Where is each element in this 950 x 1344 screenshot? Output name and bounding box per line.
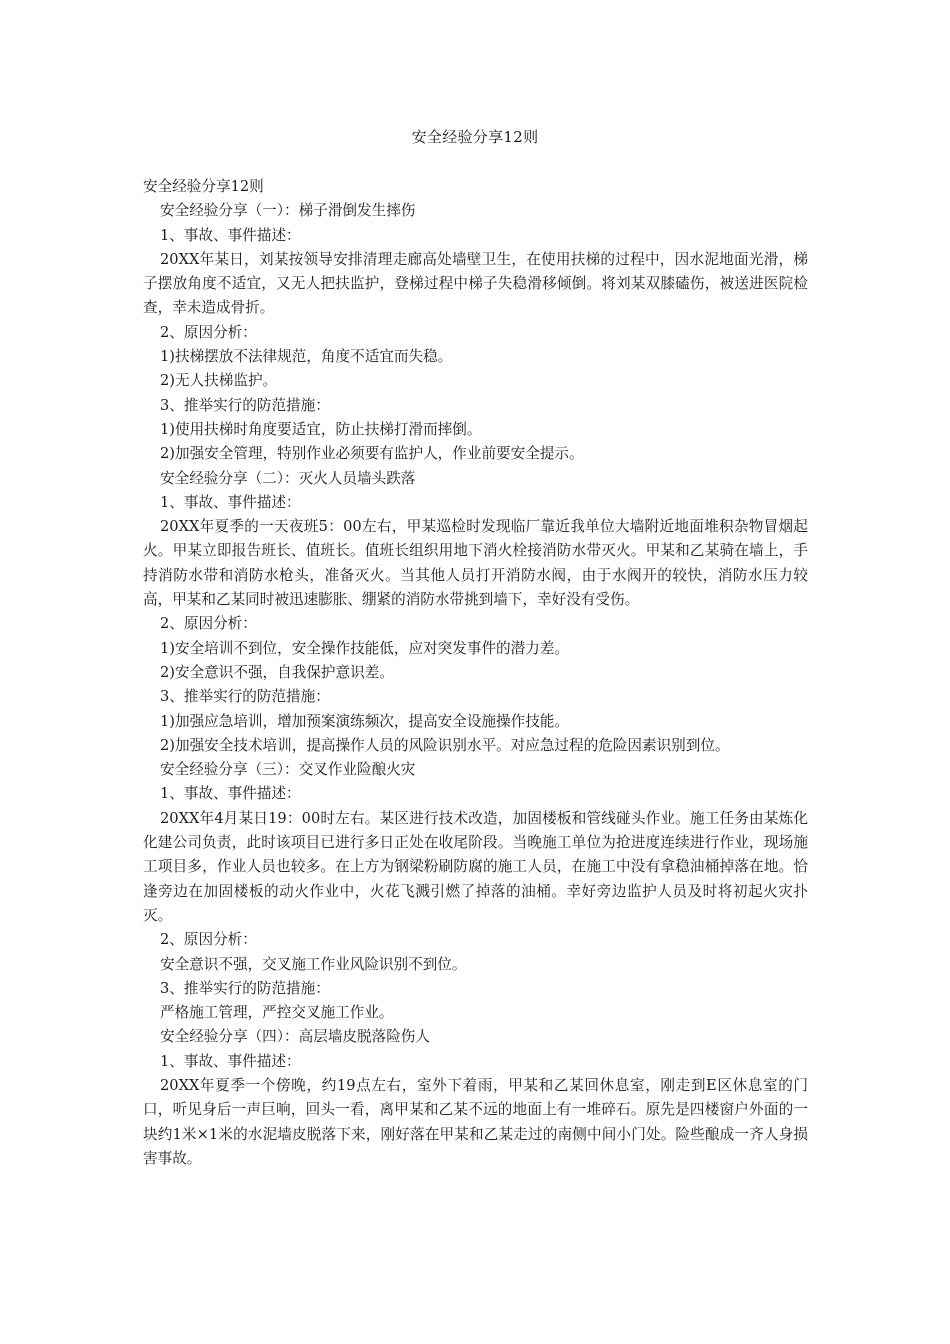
paragraph: 安全经验分享（三）：交叉作业险酿火灾 bbox=[160, 761, 416, 779]
paragraph: 1)安全培训不到位，安全操作技能低，应对突发事件的潜力差。 bbox=[160, 639, 570, 657]
paragraph: 2、原因分析： bbox=[160, 323, 257, 341]
paragraph: 2、原因分析： bbox=[160, 615, 257, 633]
paragraph: 安全经验分享（二）：灭火人员墙头跌落 bbox=[160, 469, 416, 487]
document-body bbox=[143, 175, 808, 1171]
paragraph: 2)加强安全管理，特别作业必须要有监护人，作业前要安全提示。 bbox=[160, 445, 584, 463]
paragraph: 20XX年夏季一个傍晚，约19点左右，室外下着雨，甲某和乙某回休息室，刚走到E区休息室的门口，听见身后一声巨响，回头一看，离甲某和乙某不远的地面上有一堆碎石。原先是四楼窗户外面的一块约1米×1米的水泥墙皮脱落下来，刚好落在甲某和乙某走过的南侧中间小门处。险些酿成一齐人身损害事故。 bbox=[143, 1076, 808, 1167]
document-title: 安全经验分享12则 bbox=[411, 128, 539, 146]
paragraph: 安全经验分享（一）：梯子滑倒发生摔伤 bbox=[160, 202, 416, 220]
paragraph: 1、事故、事件描述： bbox=[160, 1052, 301, 1070]
paragraph: 2、原因分析： bbox=[160, 931, 257, 949]
paragraph: 3、推举实行的防范措施： bbox=[160, 396, 330, 414]
paragraph: 20XX年某日，刘某按领导安排清理走廊高处墙壁卫生，在使用扶梯的过程中，因水泥地面光滑，梯子摆放角度不适宜，又无人把扶监护，登梯过程中梯子失稳滑移倾倒。将刘某双膝磕伤，被送进医院检查，幸未造成骨折。 bbox=[143, 250, 808, 317]
paragraph: 安全意识不强，交叉施工作业风险识别不到位。 bbox=[160, 955, 467, 973]
paragraph: 20XX年夏季的一天夜班5：00左右，甲某巡检时发现临厂靠近我单位大墙附近地面堆积杂物冒烟起火。甲某立即报告班长、值班长。值班长组织用地下消火栓接消防水带灭火。甲某和乙某骑在墙上，手持消防水带和消防水枪头，准备灭火。当其他人员打开消防水阀，由于水阀开的较快，消防水压力较高，甲某和乙某同时被迅速膨胀、绷紧的消防水带挑到墙下，幸好没有受伤。 bbox=[143, 518, 808, 609]
paragraph: 2)安全意识不强，自我保护意识差。 bbox=[160, 663, 394, 681]
paragraph: 2)无人扶梯监护。 bbox=[160, 372, 278, 390]
paragraph: 安全经验分享12则 bbox=[143, 178, 264, 195]
paragraph: 20XX年4月某日19：00时左右。某区进行技术改造，加固楼板和管线碰头作业。施工任务由某炼化化建公司负责，此时该项目已进行多日正处在收尾阶段。当晚施工单位为抢进度连续进行作业，现场施工项目多，作业人员也较多。在上方为钢梁粉刷防腐的施工人员，在施工中没有拿稳油桶掉落在地。恰逢旁边在加固楼板的动火作业中，火花飞溅引燃了掉落的油桶。幸好旁边监护人员及时将初起火灾扑灭。 bbox=[143, 809, 808, 924]
paragraph: 1)使用扶梯时角度要适宜，防止扶梯打滑而摔倒。 bbox=[160, 420, 482, 438]
paragraph: 1、事故、事件描述： bbox=[160, 493, 301, 511]
paragraph: 3、推举实行的防范措施： bbox=[160, 688, 330, 706]
paragraph: 1、事故、事件描述： bbox=[160, 785, 301, 803]
paragraph: 3、推举实行的防范措施： bbox=[160, 979, 330, 997]
paragraph: 严格施工管理，严控交叉施工作业。 bbox=[160, 1004, 394, 1022]
paragraph: 1)扶梯摆放不法律规范，角度不适宜而失稳。 bbox=[160, 348, 453, 366]
paragraph: 1、事故、事件描述： bbox=[160, 226, 301, 244]
paragraph: 1)加强应急培训，增加预案演练频次，提高安全设施操作技能。 bbox=[160, 712, 570, 730]
paragraph: 安全经验分享（四）：高层墙皮脱落险伤人 bbox=[160, 1028, 430, 1046]
paragraph: 2)加强安全技术培训，提高操作人员的风险识别水平。对应急过程的危险因素识别到位。 bbox=[160, 736, 730, 754]
